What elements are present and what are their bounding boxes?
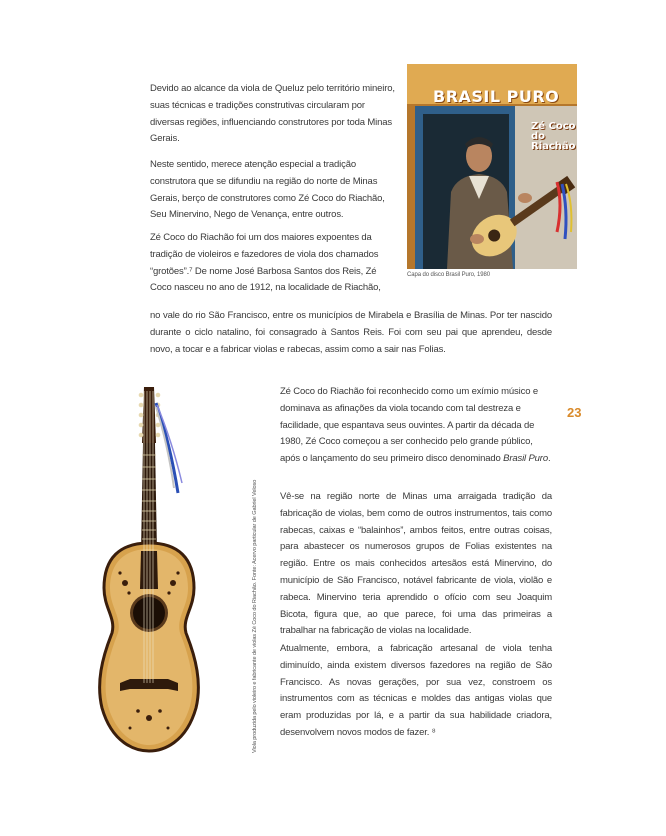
album-caption: Capa do disco Brasil Puro, 1980	[407, 272, 490, 278]
album-name-italic: Brasil Puro	[503, 453, 548, 465]
paragraph-ze-coco-intro	[150, 230, 400, 297]
album-cover-photo	[407, 64, 577, 269]
paragraph-text: Neste sentido, merece atenção especial a tradição construtora que se difundiu na região do norte de Minas Gerais, berço de construtores como Zé Coco do Riachão, Seu Minervino, Nego de Venança, entre outros.	[150, 159, 385, 221]
paragraph-queluz	[150, 81, 400, 148]
paragraph-text: Atualmente, embora, a fabricação artesanal de viola tenha diminuído, ainda existem diversos fazedores na região de São Francisco. As novas gerações, por sua vez, constroem os instrumentos com as técnicas e moldes das antigas violas que eram produzidas por lá, e a partir da sua habilidade criadora, desenvolvem novos modos de fazer. ⁸	[280, 643, 552, 738]
paragraph-text	[280, 384, 552, 468]
page-number: 23	[567, 405, 582, 420]
paragraph-text: Devido ao alcance da viola de Queluz pelo território mineiro, suas técnicas e tradições construtivas circularam por diversas regiões, influenciando construtores por toda Minas Gerais.	[150, 83, 395, 145]
viola-guitar-image	[90, 383, 240, 755]
paragraph-sao-francisco-valley	[150, 308, 552, 358]
guitar-caption-text: Viola produzida pelo violeiro e fabricante de violas Zé Coco do Riachão. Fonte: Acervo particular de Gabriel Veloso	[252, 479, 258, 753]
paragraph-northern-tradition	[150, 157, 400, 224]
album-subtitle: Zé Coco do Riachão	[531, 121, 576, 152]
paragraph-text: Vê-se na região norte de Minas uma arraigada tradição da fabricação de violas, bem como de outros instrumentos, tais como rabecas, caixas e “balainhos”, ambos feitos, entre outras coisas, para abastecer os numerosos grupos de Folias existentes na região. Entre os mais conhecidos artesãos está Minervino, do município de São Francisco, notável fabricante de viola, violão e rabeca. Minervino teria aprendido o ofício com seu Joaquim Bicota, figura que, ao que parece, foi uma das primeiras a trabalhar na fabricação de violas na localidade.	[280, 491, 552, 637]
paragraph-viola-fabrication	[280, 489, 552, 640]
paragraph-text-end: .	[547, 453, 551, 465]
paragraph-text: no vale do rio São Francisco, entre os municípios de Mirabela e Brasília de Minas. Por ter nascido durante o ciclo natalino, foi consagrado à Santos Reis. Foi com seu pai que aprendeu, desde novo, a tocar e a fabricar violas e rabecas, assim como a sair nas Folias.	[150, 310, 552, 355]
paragraph-ze-coco-recognition	[280, 384, 552, 468]
guitar-caption	[252, 393, 262, 753]
paragraph-text-main: Zé Coco do Riachão foi reconhecido como um exímio músico e dominava as afinações da viola tocando com tal destreza e facilidade, que espantava seus ouvintes. A partir da década de 1980, Zé Coco começou a ser conhecido pelo grande público, após o lançamento do seu primeiro disco denominado	[280, 386, 538, 465]
paragraph-text: Zé Coco do Riachão foi um dos maiores expoentes da tradição de violeiros e fazedores de viola dos chamados “grotões”.⁷ De nome José Barbosa Santos dos Reis, Zé Coco nasceu no ano de 1912, na localidade de Riachão,	[150, 232, 381, 294]
paragraph-current-artisans	[280, 641, 552, 742]
album-title: BRASIL PURO	[433, 87, 560, 106]
